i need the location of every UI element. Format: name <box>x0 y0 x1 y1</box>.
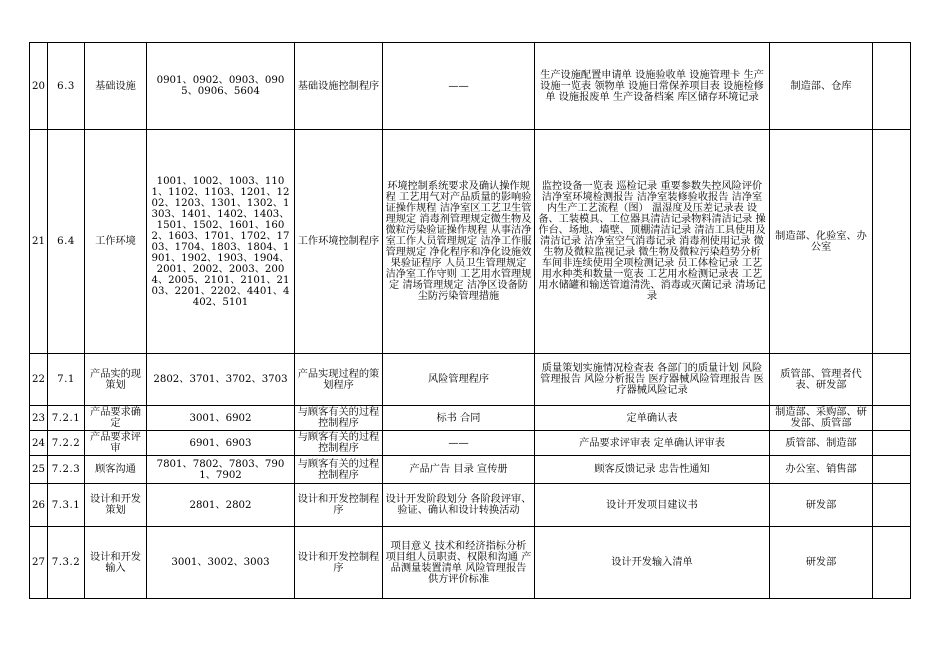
supporting-documents: —— <box>383 431 535 456</box>
responsible-dept: 质管部、制造部 <box>770 431 873 456</box>
table-row <box>30 484 911 527</box>
clause-number: 7.2.1 <box>48 406 85 431</box>
procedure-name: 基础设施控制程序 <box>295 43 383 130</box>
record-forms: 设计开发项目建议书 <box>535 484 770 527</box>
supporting-documents: 风险管理程序 <box>383 354 535 406</box>
process-matrix-table <box>29 42 911 599</box>
extra-cell <box>873 43 911 130</box>
responsible-dept: 制造部、化验室、办公室 <box>770 130 873 354</box>
extra-cell <box>873 431 911 456</box>
record-forms: 生产设施配置申请单 设施验收单 设施管理卡 生产设施一览表 领物单 设施日常保养项目表 设施检修单 设施报废单 生产设备档案 库区储存环境记录 <box>535 43 770 130</box>
element-name: 工作环境 <box>85 130 147 354</box>
procedure-name: 与顾客有关的过程控制程序 <box>295 431 383 456</box>
row-number: 21 <box>30 130 48 354</box>
row-number: 27 <box>30 527 48 599</box>
element-name: 顾客沟通 <box>85 456 147 484</box>
clause-codes: 7801、7802、7803、7901、7902 <box>147 456 295 484</box>
clause-codes: 3001、3002、3003 <box>147 527 295 599</box>
procedure-name: 设计和开发控制程序 <box>295 484 383 527</box>
table-row <box>30 354 911 406</box>
clause-codes: 2802、3701、3702、3703 <box>147 354 295 406</box>
clause-number: 7.3.1 <box>48 484 85 527</box>
clause-number: 7.1 <box>48 354 85 406</box>
clause-number: 7.3.2 <box>48 527 85 599</box>
element-name: 设计和开发输入 <box>85 527 147 599</box>
row-number: 20 <box>30 43 48 130</box>
record-forms: 设计开发输入清单 <box>535 527 770 599</box>
table-row <box>30 406 911 431</box>
row-number: 26 <box>30 484 48 527</box>
table-row <box>30 456 911 484</box>
extra-cell <box>873 527 911 599</box>
clause-codes: 2801、2802 <box>147 484 295 527</box>
table-row <box>30 431 911 456</box>
extra-cell <box>873 130 911 354</box>
supporting-documents: 环境控制系统要求及确认操作规程 工艺用气对产品质量的影响验证操作规程 洁净室区工艺卫生管理规定 消毒剂管理规定微生物及微粒污染验证操作规程 从事洁净室工作人员管理规定 洁净工作服管理规定 净化程序和净化设施效果验证程序 人员卫生管理规定 洁净室工作守则 工艺用水管理规定 清场管理规定 洁净区设备防尘防污染管理措施 <box>383 130 535 354</box>
procedure-name: 设计和开发控制程序 <box>295 527 383 599</box>
responsible-dept: 研发部 <box>770 527 873 599</box>
extra-cell <box>873 354 911 406</box>
record-forms: 监控设备一览表 巡检记录 重要参数失控风险评价 洁净室环境检测报告 洁净室装修验收报告 洁净室内生产工艺流程（图） 温湿度及压差记录表 设备、工装模具、工位器具清洁记录物料清洁记录 操作台、场地、墙壁、顶棚清洁记录 清洁工具使用及清洁记录 洁净室空气消毒记录 消毒剂使用记录 微生物及微粒监视记录 微生物及微粒污染趋势分析 车间非连续使用全项检测记录 员工体检记录 工艺用水种类和数量一览表 工艺用水检测记录表 工艺用水储罐和输送管道清洗、消毒或灭菌记录 清场记录 <box>535 130 770 354</box>
responsible-dept: 质管部、管理者代表、研发部 <box>770 354 873 406</box>
row-number: 24 <box>30 431 48 456</box>
procedure-name: 与顾客有关的过程控制程序 <box>295 456 383 484</box>
table-row <box>30 130 911 354</box>
supporting-documents: 设计开发阶段划分 各阶段评审、验证、确认和设计转换活动 <box>383 484 535 527</box>
supporting-documents: 产品广告 目录 宣传册 <box>383 456 535 484</box>
record-forms: 产品要求评审表 定单确认评审表 <box>535 431 770 456</box>
table-row <box>30 527 911 599</box>
procedure-name: 工作环境控制程序 <box>295 130 383 354</box>
record-forms: 质量策划实施情况检查表 各部门的质量计划 风险管理报告 风险分析报告 医疗器械风险管理报告 医疗器械风险记录 <box>535 354 770 406</box>
procedure-name: 产品实现过程的策划程序 <box>295 354 383 406</box>
supporting-documents: 项目意义 技术和经济指标分析 项目组人员职责、权限和沟通 产品测量装置清单 风险管理报告 供方评价标准 <box>383 527 535 599</box>
element-name: 设计和开发策划 <box>85 484 147 527</box>
supporting-documents: —— <box>383 43 535 130</box>
clause-codes: 6901、6903 <box>147 431 295 456</box>
clause-codes: 0901、0902、0903、0905、0906、5604 <box>147 43 295 130</box>
responsible-dept: 制造部、采购部、研发部、质管部 <box>770 406 873 431</box>
procedure-name: 与顾客有关的过程控制程序 <box>295 406 383 431</box>
record-forms: 定单确认表 <box>535 406 770 431</box>
row-number: 23 <box>30 406 48 431</box>
clause-number: 6.3 <box>48 43 85 130</box>
table-row <box>30 43 911 130</box>
record-forms: 顾客反馈记录 忠告性通知 <box>535 456 770 484</box>
element-name: 产品要求评审 <box>85 431 147 456</box>
extra-cell <box>873 484 911 527</box>
clause-number: 7.2.2 <box>48 431 85 456</box>
responsible-dept: 制造部、仓库 <box>770 43 873 130</box>
supporting-documents: 标书 合同 <box>383 406 535 431</box>
clause-codes: 3001、6902 <box>147 406 295 431</box>
responsible-dept: 办公室、销售部 <box>770 456 873 484</box>
clause-codes: 1001、1002、1003、1101、1102、1103、1201、1202、1203、1301、1302、1303、1401、1402、1403、1501、1502、1601、1602、1603、1701、1702、1703、1704、1803、1804、1901、1902、1903、1904、2001、2002、2003、2004、2005、2101、2101、2103、2201、2202、4401、4402、5101 <box>147 130 295 354</box>
element-name: 基础设施 <box>85 43 147 130</box>
element-name: 产品实的现策划 <box>85 354 147 406</box>
row-number: 25 <box>30 456 48 484</box>
responsible-dept: 研发部 <box>770 484 873 527</box>
clause-number: 7.2.3 <box>48 456 85 484</box>
extra-cell <box>873 406 911 431</box>
element-name: 产品要求确定 <box>85 406 147 431</box>
row-number: 22 <box>30 354 48 406</box>
clause-number: 6.4 <box>48 130 85 354</box>
extra-cell <box>873 456 911 484</box>
